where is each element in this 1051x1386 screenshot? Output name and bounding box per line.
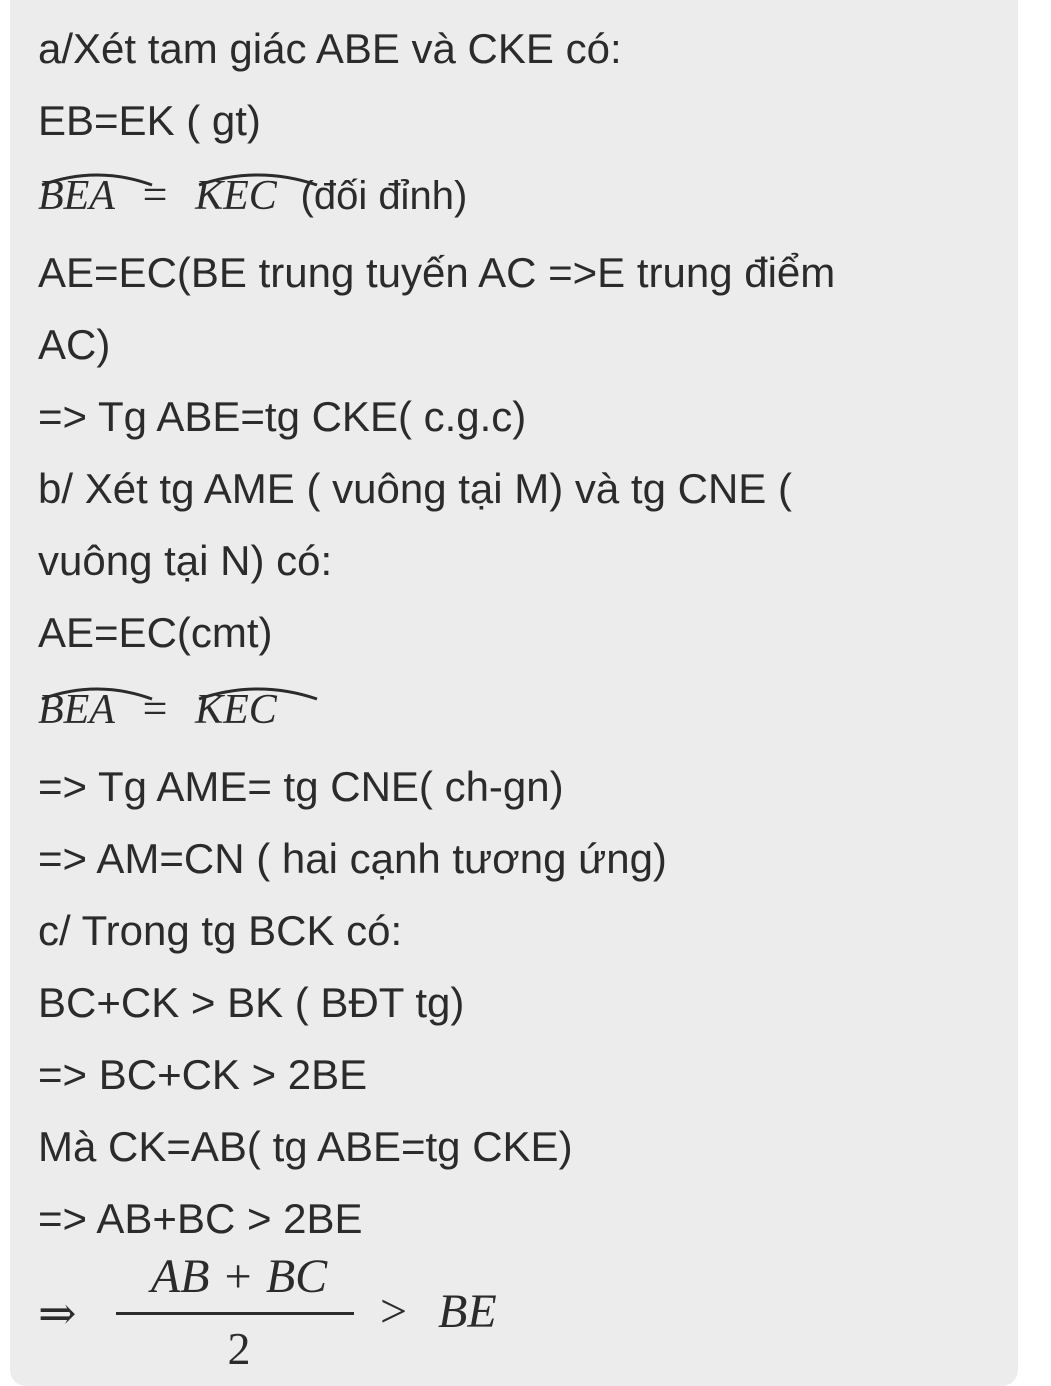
line-ck-ab: Mà CK=AB( tg ABE=tg CKE): [38, 1123, 573, 1170]
line-part-a-intro: a/Xét tam giác ABE và CKE có:: [38, 25, 622, 72]
line-conclusion-b1: => Tg AME= tg CNE( ch-gn): [38, 763, 564, 810]
hat-arc-icon: [195, 169, 321, 187]
angle-note: (đối đỉnh): [300, 174, 468, 218]
greater-than-sign: >: [380, 1285, 408, 1338]
angle-kec-label: KEC: [195, 173, 277, 219]
hat-arc-icon: [195, 683, 321, 701]
equals-sign: =: [142, 170, 168, 219]
angle-equality-2: [38, 684, 277, 735]
angle-bea: [38, 685, 115, 735]
angle-kec: [195, 171, 277, 221]
line-ae-ec-cmt: AE=EC(cmt): [38, 609, 273, 656]
fraction-bar: [116, 1312, 354, 1315]
angle-bea: [38, 171, 115, 221]
final-inequality: [38, 1250, 598, 1380]
angle-bea-label: BEA: [38, 173, 115, 219]
line-bc-ck-2be: => BC+CK > 2BE: [38, 1051, 368, 1098]
line-part-b-intro: b/ Xét tg AME ( vuông tại M) và tg CNE (: [38, 465, 792, 512]
line-part-c-intro: c/ Trong tg BCK có:: [38, 907, 403, 954]
hat-arc-icon: [38, 683, 156, 701]
angle-bea-label: BEA: [38, 687, 115, 733]
angle-kec-label: KEC: [195, 687, 277, 733]
angle-kec: [195, 685, 277, 735]
rhs-be: BE: [438, 1285, 497, 1338]
fraction-numerator: AB + BC: [150, 1250, 328, 1303]
line-ac: AC): [38, 321, 111, 368]
equals-sign: =: [142, 684, 168, 733]
hat-arc-icon: [38, 169, 156, 187]
line-triangle-inequality: BC+CK > BK ( BĐT tg): [38, 979, 465, 1026]
angle-equality-1: [38, 170, 467, 221]
line-ab-bc-2be: => AB+BC > 2BE: [38, 1195, 363, 1242]
line-part-b-intro-cont: vuông tại N) có:: [38, 537, 333, 584]
fraction-denominator: 2: [227, 1323, 251, 1374]
line-ae-ec: AE=EC(BE trung tuyến AC =>E trung điểm: [38, 249, 836, 296]
line-conclusion-b2: => AM=CN ( hai cạnh tương ứng): [38, 835, 667, 882]
line-eb-ek: EB=EK ( gt): [38, 97, 261, 144]
line-conclusion-a: => Tg ABE=tg CKE( c.g.c): [38, 393, 527, 440]
implies-arrow-icon: ⇒: [38, 1288, 77, 1339]
